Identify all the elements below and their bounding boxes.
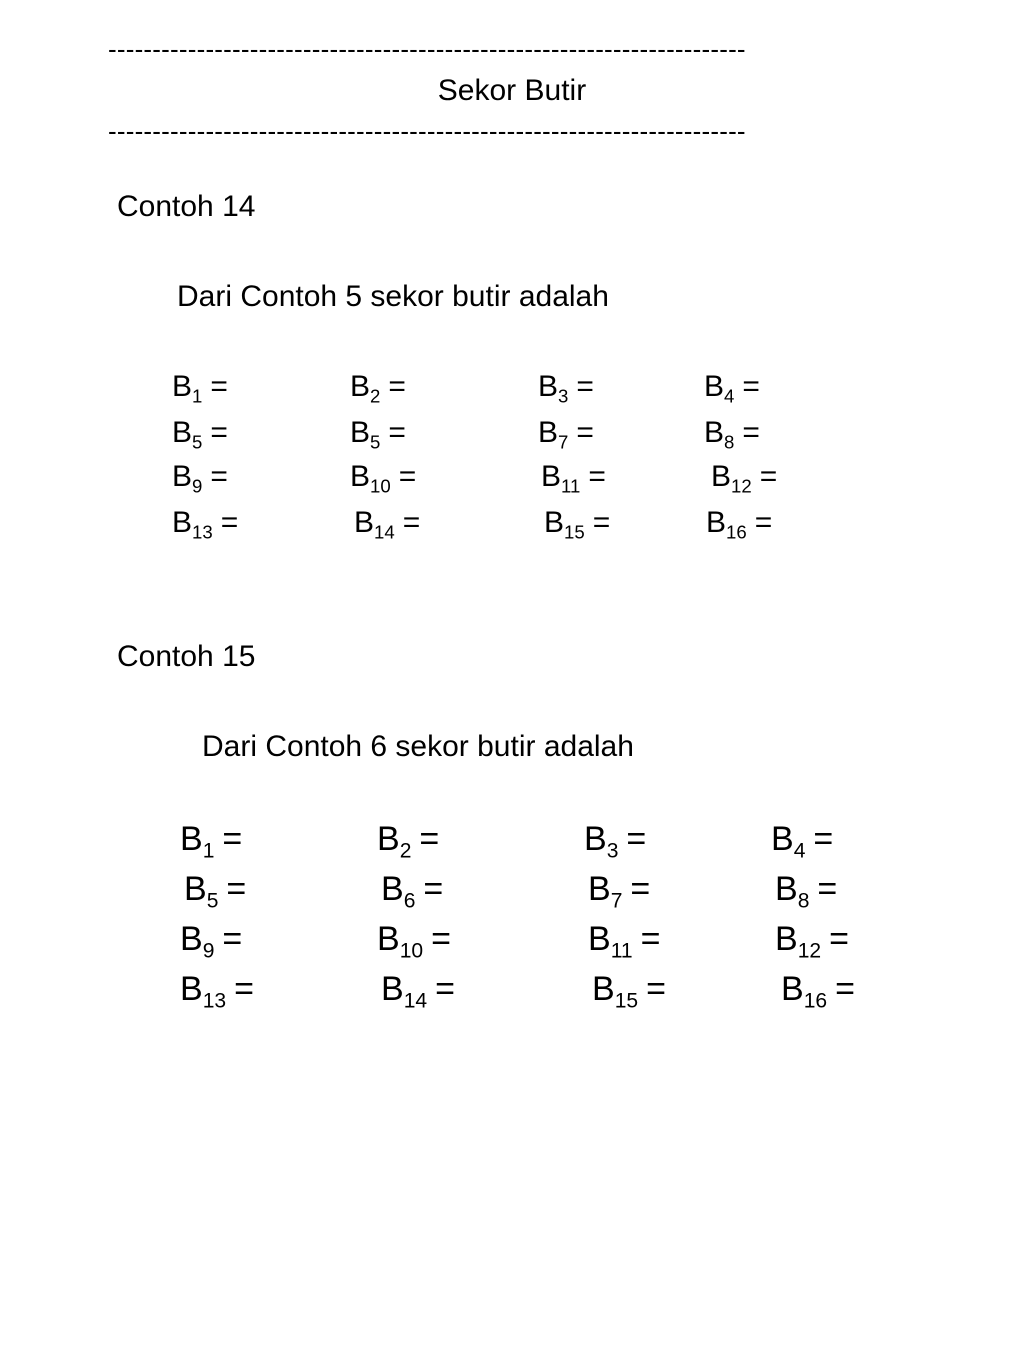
equals-sign: = [388, 370, 406, 403]
score-label: B [592, 970, 615, 1008]
score-cell-14-b8 [704, 416, 760, 453]
equals-sign: = [630, 870, 651, 908]
score-index: 5 [192, 431, 203, 453]
score-label: B [354, 506, 375, 539]
score-cell-15-b5 [184, 870, 247, 913]
equals-sign: = [759, 460, 778, 493]
score-cell-15-b12 [775, 920, 849, 963]
score-cell-14-b7 [538, 416, 594, 453]
score-label: B [172, 370, 193, 403]
score-label: B [584, 820, 607, 858]
score-label: B [184, 870, 207, 908]
score-label: B [180, 920, 203, 958]
score-cell-15-b8 [775, 870, 838, 913]
section-title-contoh-14: Contoh 14 [117, 190, 256, 223]
score-index: 12 [797, 939, 822, 963]
score-cell-14-b15 [544, 506, 611, 543]
equals-sign: = [592, 506, 611, 539]
score-index: 4 [793, 839, 806, 863]
score-index: 15 [614, 989, 639, 1013]
score-index: 5 [370, 431, 381, 453]
score-index: 6 [403, 889, 416, 913]
page-title: Sekor Butir [437, 74, 587, 107]
section-title-contoh-15: Contoh 15 [117, 640, 256, 673]
score-index: 15 [564, 521, 585, 543]
equals-sign: = [222, 820, 243, 858]
equals-sign: = [742, 416, 760, 449]
score-index: 16 [803, 989, 828, 1013]
score-cell-14-b16 [706, 506, 773, 543]
equals-sign: = [220, 506, 239, 539]
equals-sign: = [222, 920, 243, 958]
equals-sign: = [829, 920, 849, 958]
equals-sign: = [226, 870, 247, 908]
score-index: 1 [202, 839, 215, 863]
score-cell-15-b10 [377, 920, 451, 963]
score-cell-15-b14 [381, 970, 455, 1013]
score-index: 7 [610, 889, 623, 913]
equals-sign: = [431, 920, 451, 958]
score-cell-14-b9 [172, 460, 228, 497]
score-label: B [377, 820, 400, 858]
equals-sign: = [626, 820, 647, 858]
equals-sign: = [835, 970, 855, 1008]
equals-sign: = [435, 970, 455, 1008]
score-label: B [588, 870, 611, 908]
score-cell-14-b2 [350, 370, 406, 407]
score-label: B [544, 506, 565, 539]
score-cell-15-b11 [588, 920, 661, 963]
score-label: B [350, 416, 371, 449]
section-intro-contoh-14: Dari Contoh 5 sekor butir adalah [177, 280, 609, 313]
score-label: B [711, 460, 732, 493]
score-index: 3 [606, 839, 619, 863]
score-index: 5 [206, 889, 219, 913]
score-label: B [172, 506, 193, 539]
equals-sign: = [576, 370, 594, 403]
score-label: B [706, 506, 727, 539]
score-index: 10 [399, 939, 424, 963]
score-label: B [172, 460, 193, 493]
score-label: B [180, 820, 203, 858]
score-label: B [541, 460, 562, 493]
score-cell-15-b2 [377, 820, 440, 863]
score-index: 16 [726, 521, 747, 543]
score-label: B [538, 416, 559, 449]
equals-sign: = [402, 506, 421, 539]
score-cell-14-b4 [704, 370, 760, 407]
score-label: B [350, 370, 371, 403]
score-label: B [180, 970, 203, 1008]
equals-sign: = [423, 870, 444, 908]
equals-sign: = [419, 820, 440, 858]
equals-sign: = [388, 416, 406, 449]
equals-sign: = [210, 460, 228, 493]
equals-sign: = [210, 416, 228, 449]
score-label: B [538, 370, 559, 403]
score-cell-14-b13 [172, 506, 239, 543]
score-label: B [771, 820, 794, 858]
equals-sign: = [640, 920, 661, 958]
score-index: 12 [731, 475, 752, 497]
score-cell-15-b4 [771, 820, 834, 863]
score-cell-15-b15 [592, 970, 666, 1013]
equals-sign: = [742, 370, 760, 403]
score-index: 7 [558, 431, 569, 453]
score-cell-14-b12 [711, 460, 778, 497]
score-index: 2 [399, 839, 412, 863]
score-label: B [377, 920, 400, 958]
bottom-dashed-rule: ------------------------------------------------------------------------ [108, 116, 746, 146]
score-index: 14 [374, 521, 395, 543]
top-dashed-rule: ------------------------------------------------------------------------ [108, 34, 746, 64]
equals-sign: = [234, 970, 254, 1008]
score-cell-15-b1 [180, 820, 243, 863]
score-cell-14-b5 [172, 416, 228, 453]
score-index: 2 [370, 385, 381, 407]
score-label: B [704, 370, 725, 403]
equals-sign: = [754, 506, 773, 539]
score-label: B [172, 416, 193, 449]
section-intro-contoh-15: Dari Contoh 6 sekor butir adalah [202, 730, 634, 763]
equals-sign: = [588, 460, 606, 493]
score-label: B [350, 460, 371, 493]
score-index: 8 [724, 431, 735, 453]
equals-sign: = [576, 416, 594, 449]
score-label: B [704, 416, 725, 449]
score-index: 9 [192, 475, 203, 497]
score-label: B [775, 920, 798, 958]
score-index: 14 [403, 989, 428, 1013]
equals-sign: = [210, 370, 228, 403]
score-cell-14-b10 [350, 460, 417, 497]
score-index: 13 [192, 521, 213, 543]
equals-sign: = [398, 460, 417, 493]
score-label: B [775, 870, 798, 908]
score-cell-15-b6 [381, 870, 444, 913]
score-index: 8 [797, 889, 810, 913]
score-cell-14-b3 [538, 370, 594, 407]
score-index: 13 [202, 989, 227, 1013]
score-index: 3 [558, 385, 569, 407]
score-cell-15-b9 [180, 920, 243, 963]
score-index: 11 [610, 939, 633, 963]
score-index: 4 [724, 385, 735, 407]
score-cell-15-b7 [588, 870, 651, 913]
score-cell-14-b11 [541, 460, 606, 497]
score-cell-15-b16 [781, 970, 855, 1013]
score-label: B [588, 920, 611, 958]
score-index: 11 [561, 475, 581, 497]
equals-sign: = [646, 970, 666, 1008]
score-cell-14-b14 [354, 506, 421, 543]
score-index: 1 [192, 385, 203, 407]
score-label: B [381, 970, 404, 1008]
score-label: B [781, 970, 804, 1008]
score-index: 9 [202, 939, 215, 963]
score-cell-14-b1 [172, 370, 228, 407]
score-cell-15-b13 [180, 970, 254, 1013]
score-label: B [381, 870, 404, 908]
equals-sign: = [817, 870, 838, 908]
score-cell-14-b5 [350, 416, 406, 453]
score-index: 10 [370, 475, 391, 497]
equals-sign: = [813, 820, 834, 858]
score-cell-15-b3 [584, 820, 647, 863]
